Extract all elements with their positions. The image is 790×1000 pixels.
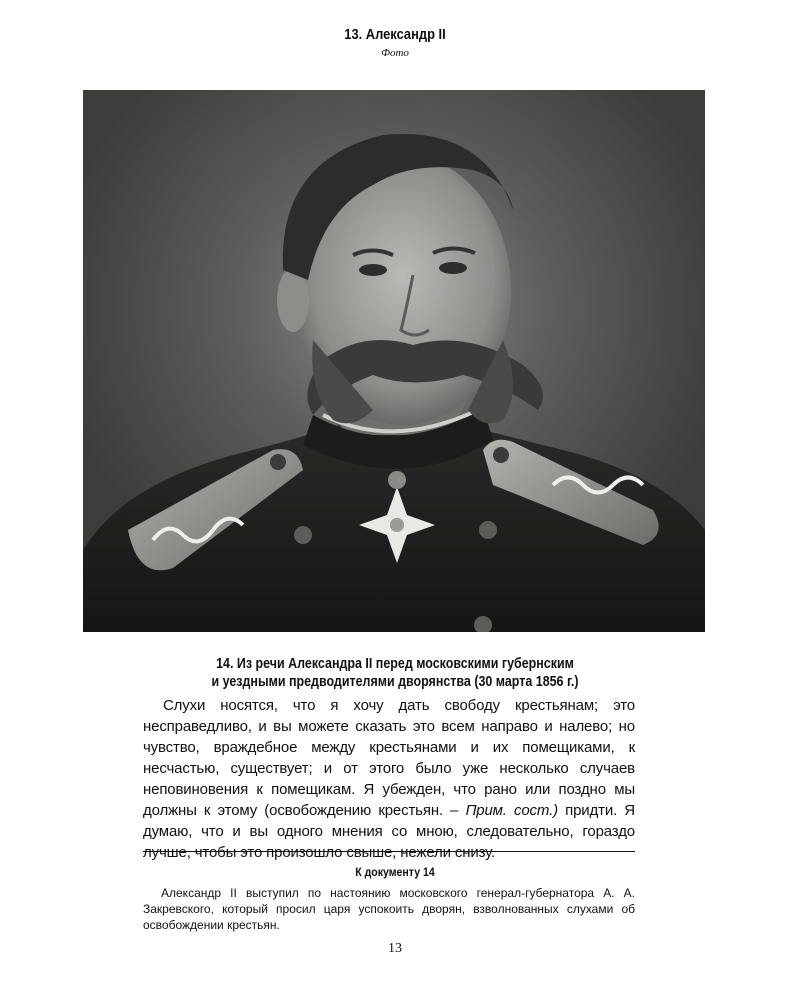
figure-title: 13. Александр II [344, 26, 446, 43]
note-title: К документу 14 [355, 865, 435, 879]
portrait-photo [83, 90, 705, 632]
document-text-part-2: придти. Я думаю, что и вы одного мнения со мною, следовательно, гораздо лучше, чтобы это произошло свыше, нежели снизу. [143, 802, 635, 861]
document-title-line-2: и уездными предводителями дворянства (30 марта 1856 г.) [211, 674, 579, 690]
document-text [143, 695, 635, 863]
document-title-line-1: 14. Из речи Александра II перед московскими губернским [216, 656, 574, 672]
note-paragraph: Александр II выступил по настоянию московского генерал-губернатора А. А. Закревского, который просил царя успокоить дворян, взволнованных слухами об освобождении крестьян. [143, 886, 635, 932]
note-text [143, 885, 635, 933]
page-number: 13 [388, 941, 402, 956]
portrait-illustration [83, 90, 705, 632]
editor-note: Прим. сост.) [465, 802, 558, 819]
figure-subtitle: Фото [381, 47, 409, 59]
document-title [55, 655, 734, 691]
separator-rule [143, 851, 635, 852]
document-text-part-1: Слухи носятся, что я хочу дать свободу крестьянам; это несправедливо, и вы можете сказать это всем направо и налево; но чувство, враждебное между крестьянами и их помещиками, к несчастью, существует; и от этого было уже несколько случаев неповиновения к помещикам. Я убежден, что рано или поздно мы должны к этому (освобождению крестьян. – [143, 697, 635, 819]
